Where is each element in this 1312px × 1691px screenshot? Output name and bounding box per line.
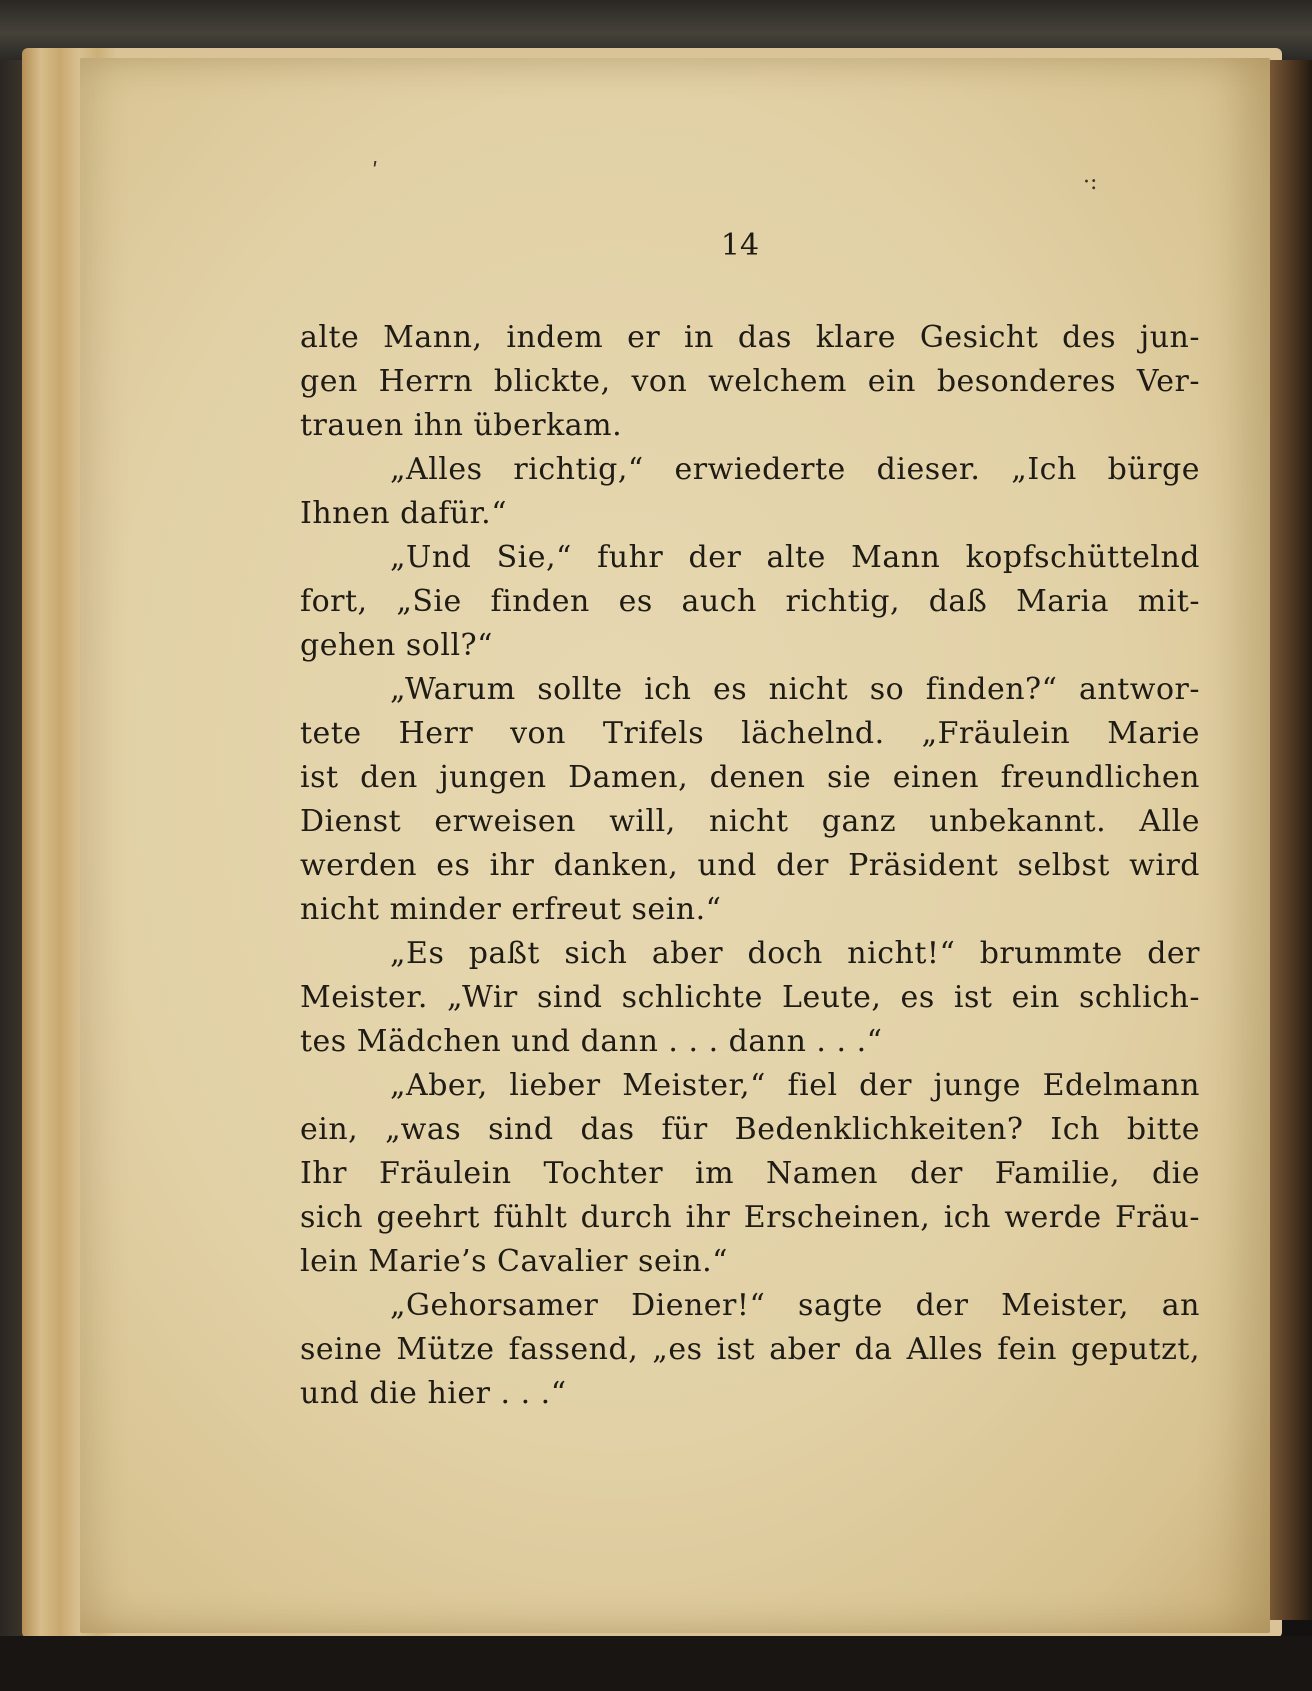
- text-line: ein, „was sind das für Bedenklichkeiten? Ich bitte: [300, 1112, 1200, 1147]
- ink-speck: ʹ: [372, 160, 379, 185]
- text-line: „Aber, lieber Meister,“ fiel der junge Edelmann: [390, 1068, 1200, 1103]
- text-line: „Alles richtig,“ erwiederte dieser. „Ich bürge: [390, 452, 1200, 487]
- text-line: „Es paßt sich aber doch nicht!“ brummte der: [390, 936, 1200, 971]
- text-line: Meister. „Wir sind schlichte Leute, es ist ein schlich-: [300, 980, 1200, 1015]
- text-line: Ihnen dafür.“: [300, 496, 508, 531]
- text-line: gehen soll?“: [300, 628, 493, 663]
- text-line: nicht minder erfreut sein.“: [300, 892, 722, 927]
- text-line: „Und Sie,“ fuhr der alte Mann kopfschüttelnd: [390, 540, 1200, 575]
- text-line: trauen ihn überkam.: [300, 408, 623, 443]
- text-line: ist den jungen Damen, denen sie einen freundlichen: [300, 760, 1200, 795]
- text-line: tes Mädchen und dann . . . dann . . .“: [300, 1024, 883, 1059]
- text-line: lein Marie’s Cavalier sein.“: [300, 1244, 728, 1279]
- text-line: werden es ihr danken, und der Präsident selbst wird: [300, 848, 1200, 883]
- text-line: sich geehrt fühlt durch ihr Erscheinen, ich werde Fräu-: [300, 1200, 1200, 1235]
- text-line: gen Herrn blickte, von welchem ein besonderes Ver-: [300, 364, 1200, 399]
- text-line: tete Herr von Trifels lächelnd. „Fräulein Marie: [300, 716, 1200, 751]
- ink-speck: ·:: [1083, 170, 1098, 195]
- text-line: „Warum sollte ich es nicht so finden?“ antwor-: [390, 672, 1200, 707]
- page-text: [300, 316, 1200, 1416]
- book-spine-right: [1268, 60, 1312, 1620]
- book-cover-bottom: [0, 1636, 1312, 1691]
- text-line: seine Mütze fassend, „es ist aber da Alles fein geputzt,: [300, 1332, 1200, 1367]
- text-line: fort, „Sie finden es auch richtig, daß Maria mit-: [300, 584, 1200, 619]
- text-line: Dienst erweisen will, nicht ganz unbekannt. Alle: [300, 804, 1200, 839]
- text-line: und die hier . . .“: [300, 1376, 567, 1411]
- text-line: „Gehorsamer Diener!“ sagte der Meister, an: [390, 1288, 1200, 1323]
- text-line: alte Mann, indem er in das klare Gesicht des jun-: [300, 320, 1200, 355]
- text-line: Ihr Fräulein Tochter im Namen der Familie, die: [300, 1156, 1200, 1191]
- page-number: 14: [720, 228, 760, 263]
